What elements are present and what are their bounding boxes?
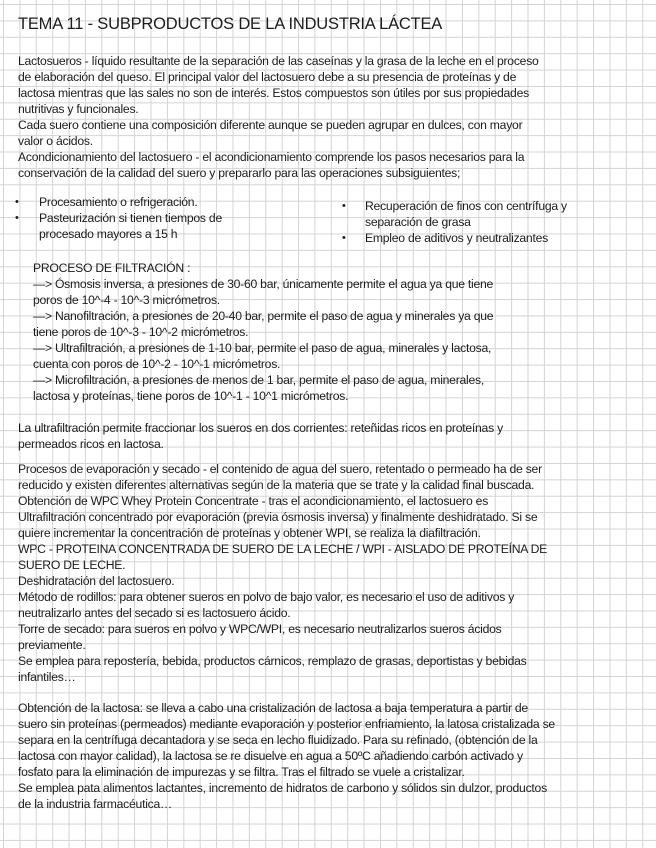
bullet-line: Empleo de aditivos y neutralizantes [365,231,548,245]
text-line: —> Nanofiltración, a presiones de 20-40 bar, permite el paso de agua y minerales ya que [33,309,494,323]
text-line: Cada suero contiene una composición diferente aunque se pueden agrupar en dulces, con mayor [18,118,523,132]
ultrafiltration-paragraph [18,420,503,452]
text-line: tiene poros de 10^-3 - 10^-2 micrómetros. [33,325,249,339]
processes-paragraph [18,461,547,685]
text-line: neutralizarlo antes del secado si es lactosuero ácido. [18,606,291,620]
filtration-section [33,260,493,404]
text-line: Lactosueros - líquido resultante de la separación de las caseínas y la grasa de la leche en el proceso [18,54,539,68]
lactose-paragraph [18,700,555,812]
text-line: reducido y existen diferentes alternativas según de la materia que se trate y la calidad final buscada. [18,478,535,492]
bullet-list-left [39,194,222,242]
bullet-line: Pasteurización si tienen tiempos de [39,211,222,225]
text-line: PROCESO DE FILTRACIÓN : [33,261,191,275]
text-line: Procesos de evaporación y secado - el contenido de agua del suero, retentado o permeado ha de ser [18,462,542,476]
intro-paragraph [18,53,539,181]
bullet-dot-icon: • [342,200,346,212]
bullet-dot-icon: • [15,196,19,208]
bullet-line: procesado mayores a 15 h [39,227,178,241]
text-line: de elaboración del queso. El principal valor del lactosuero debe a su presencia de proteínas y de [18,70,517,84]
text-line: poros de 10^-4 - 10^-3 micrómetros. [33,293,220,307]
text-line: quiere incrementar la concentración de proteínas y obtener WPI, se realiza la diafiltración. [18,526,481,540]
text-line: Deshidratación del lactosuero. [18,574,175,588]
text-line: WPC - PROTEINA CONCENTRADA DE SUERO DE LA LECHE / WPI - AISLADO DE PROTEÍNA DE [18,542,548,556]
text-line: conservación de la calidad del suero y prepararlo para las operaciones subsiguientes; [18,166,461,180]
text-line: —> Microfiltración, a presiones de menos de 1 bar, permite el paso de agua, minerales, [33,373,485,387]
text-line: de la industria farmacéutica… [18,797,172,811]
text-line: Obtención de WPC Whey Protein Concentrate - tras el acondicionamiento, el lactosuero es [18,494,489,508]
text-line: Método de rodillos: para obtener sueros en polvo de bajo valor, es necesario el uso de aditivos y [18,590,515,604]
bullet-dot-icon: • [342,232,346,244]
bullet-dot-icon: • [15,212,19,224]
text-line: lactosa y proteínas, tiene poros de 10^-1 - 10^1 micrómetros. [33,389,349,403]
text-line: previamente. [18,638,86,652]
text-line: permeados ricos en lactosa. [18,437,164,451]
text-line: cuenta con poros de 10^-2 - 10^-1 micrómetros. [33,357,281,371]
bullet-line: Recuperación de finos con centrífuga y [365,199,567,213]
text-line: nutritivas y funcionales. [18,102,139,116]
text-line: valor o ácidos. [18,134,93,148]
text-line: Se emplea pata alimentos lactantes, incremento de hidratos de carbono y sólidos sin dulzor, productos [18,781,547,795]
text-line: suero sin proteínas (permeados) mediante evaporación y posterior enfriamiento, la latosa cristalizada se [18,717,555,731]
text-line: SUERO DE LECHE. [18,558,126,572]
text-line: fosfato para la eliminación de impurezas y se filtra. Tras el filtrado se vuele a cristalizar. [18,765,465,779]
bullet-line: separación de grasa [365,215,471,229]
text-line: —> Ultrafiltración, a presiones de 1-10 bar, permite el paso de agua, minerales y lactosa, [33,341,492,355]
text-line: —> Ósmosis inversa, a presiones de 30-60 bar, únicamente permite el agua ya que tiene [33,277,494,291]
text-line: Se emplea para repostería, bebida, productos cárnicos, remplazo de grasas, deportistas y bebidas [18,654,527,668]
text-line: lactosa con mayor calidad), la lactosa se re disuelve en agua a 50ºC añadiendo carbón activado y [18,749,523,763]
text-line: Torre de secado: para sueros en polvo y WPC/WPI, es necesario neutralizarlos sueros ácidos [18,622,502,636]
text-line: Obtención de la lactosa: se lleva a cabo una cristalización de lactosa a baja temperatura a partir de [18,701,528,715]
text-line: Acondicionamiento del lactosuero - el acondicionamiento comprende los pasos necesarios para la [18,150,525,164]
page-title: TEMA 11 - SUBPRODUCTOS DE LA INDUSTRIA LÁCTEA [18,15,443,33]
bullet-list-right [365,198,567,246]
bullet-line: Procesamiento o refrigeración. [39,195,198,209]
text-line: separa en la centrífuga decantadora y se seca en lecho fluidizado. Para su refinado, (obtención de la [18,733,538,747]
text-line: Ultrafiltración concentrado por evaporación (previa ósmosis inversa) y finalmente deshidratado. Si se [18,510,538,524]
text-line: La ultrafiltración permite fraccionar los sueros en dos corrientes: reteñidas ricos en proteínas y [18,421,503,435]
text-line: lactosa mientras que las sales no son de interés. Estos compuestos son útiles por sus propiedades [18,86,529,100]
text-line: infantiles… [18,670,76,684]
